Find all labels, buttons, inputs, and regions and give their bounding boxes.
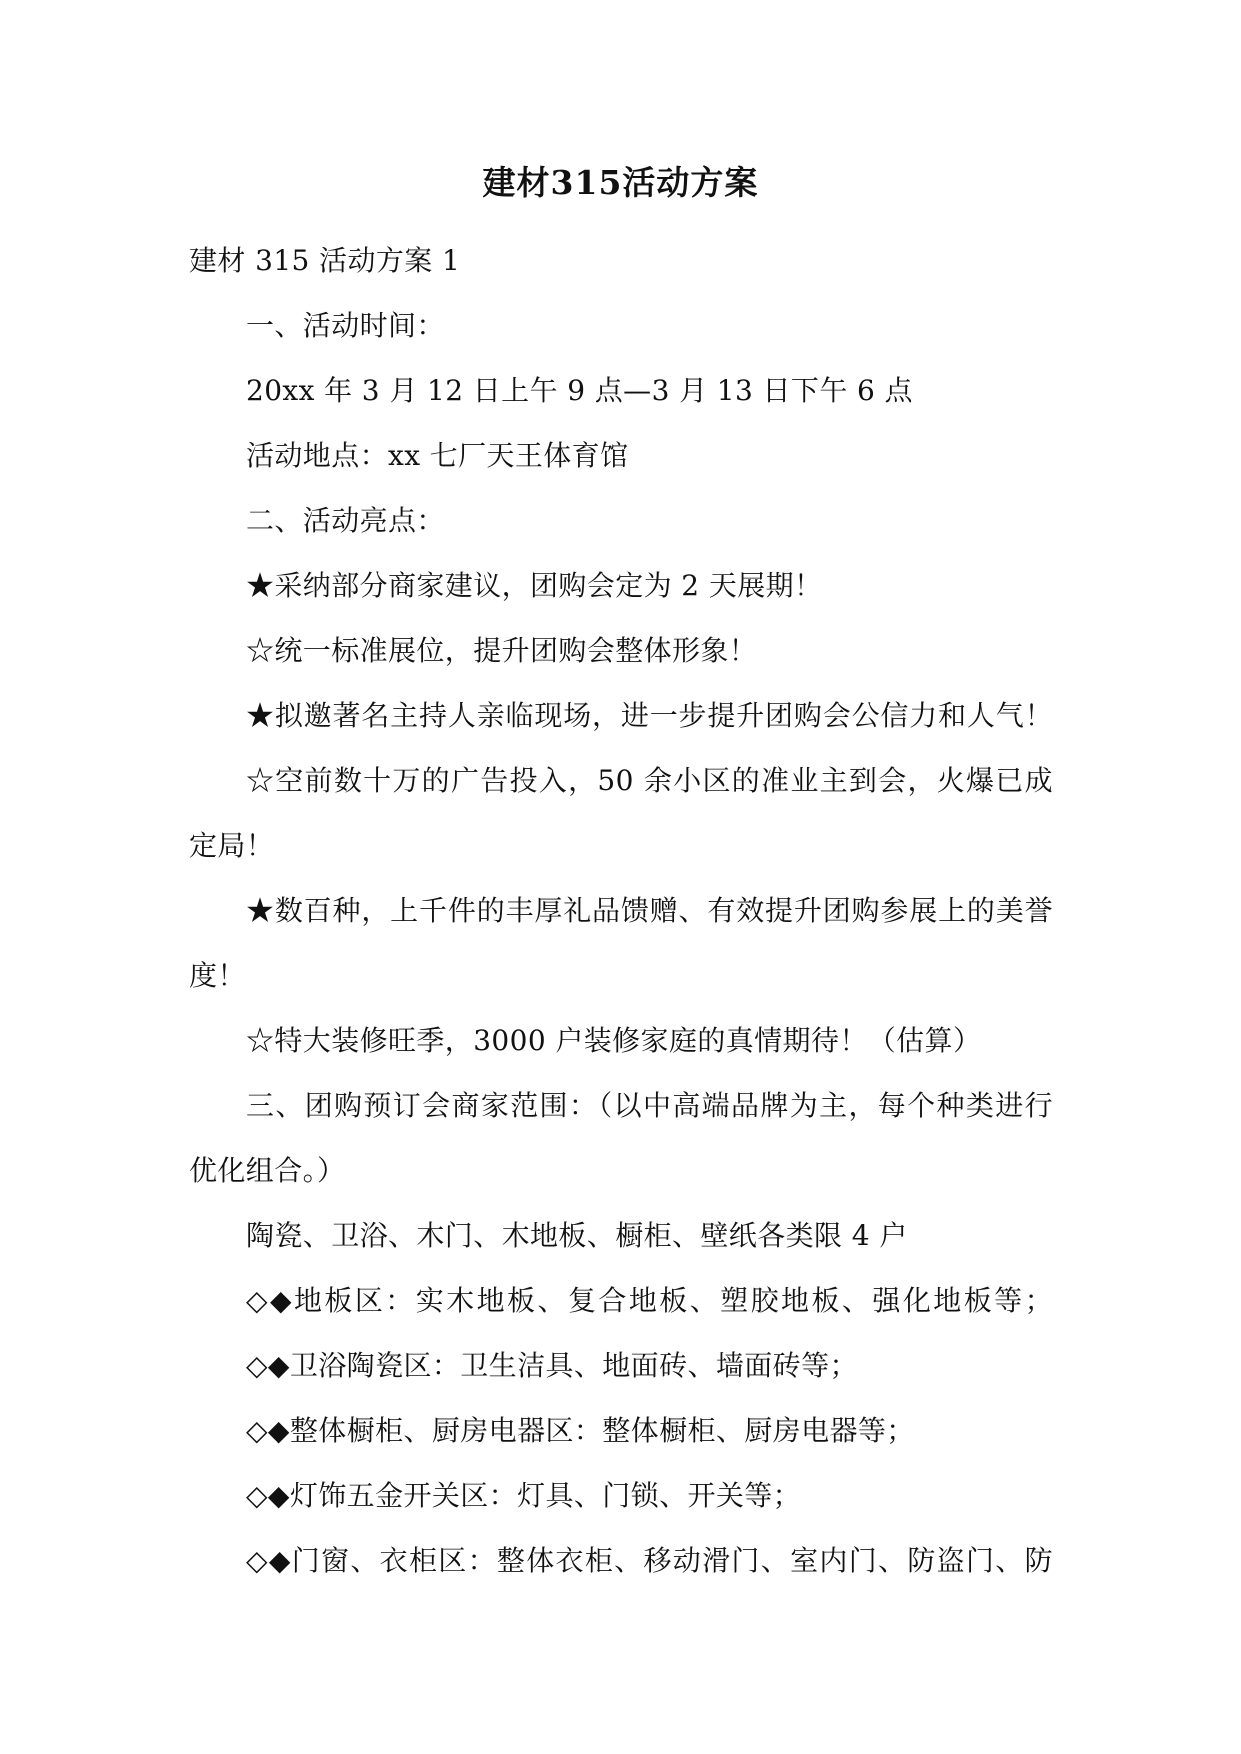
paragraph-line: ◇◆门窗、衣柜区：整体衣柜、移动滑门、室内门、防盗门、防 xyxy=(246,1544,1053,1577)
paragraph-line: 20xx 年 3 月 12 日上午 9 点—3 月 13 日下午 6 点 xyxy=(246,374,913,407)
paragraph-line: 建材 315 活动方案 1 xyxy=(189,244,461,277)
paragraph-line: ☆空前数十万的广告投入，50 余小区的准业主到会，火爆已成 xyxy=(246,764,1053,797)
paragraph-line: 度！ xyxy=(189,959,246,992)
paragraph-line: ★拟邀著名主持人亲临现场，进一步提升团购会公信力和人气！ xyxy=(246,699,1053,732)
paragraph-line: ☆特大装修旺季，3000 户装修家庭的真情期待！（估算） xyxy=(246,1024,982,1057)
paragraph-line: ◇◆灯饰五金开关区：灯具、门锁、开关等； xyxy=(246,1479,802,1512)
paragraph-line: ◇◆卫浴陶瓷区：卫生洁具、地面砖、墙面砖等； xyxy=(246,1349,858,1382)
paragraph-line: 一、活动时间： xyxy=(246,309,445,342)
paragraph-line: 活动地点：xx 七厂天王体育馆 xyxy=(246,439,629,472)
document-body xyxy=(189,228,1053,1593)
paragraph-line: 陶瓷、卫浴、木门、木地板、橱柜、壁纸各类限 4 户 xyxy=(246,1219,908,1252)
paragraph-line: ★数百种，上千件的丰厚礼品馈赠、有效提升团购参展上的美誉 xyxy=(246,894,1053,927)
paragraph-line: ◇◆整体橱柜、厨房电器区：整体橱柜、厨房电器等； xyxy=(246,1414,915,1447)
paragraph-line: 二、活动亮点： xyxy=(246,504,445,537)
document-title: 建材315活动方案 xyxy=(482,163,759,202)
paragraph-line: ★采纳部分商家建议，团购会定为 2 天展期！ xyxy=(246,569,823,602)
paragraph-line: 三、团购预订会商家范围：（以中高端品牌为主，每个种类进行 xyxy=(246,1089,1053,1122)
paragraph-line: 优化组合。） xyxy=(189,1154,346,1187)
paragraph-line: 定局！ xyxy=(189,829,275,862)
paragraph-line: ☆统一标准展位，提升团购会整体形象！ xyxy=(246,634,758,667)
paragraph-line: ◇◆地板区：实木地板、复合地板、塑胶地板、强化地板等； xyxy=(246,1284,1053,1317)
